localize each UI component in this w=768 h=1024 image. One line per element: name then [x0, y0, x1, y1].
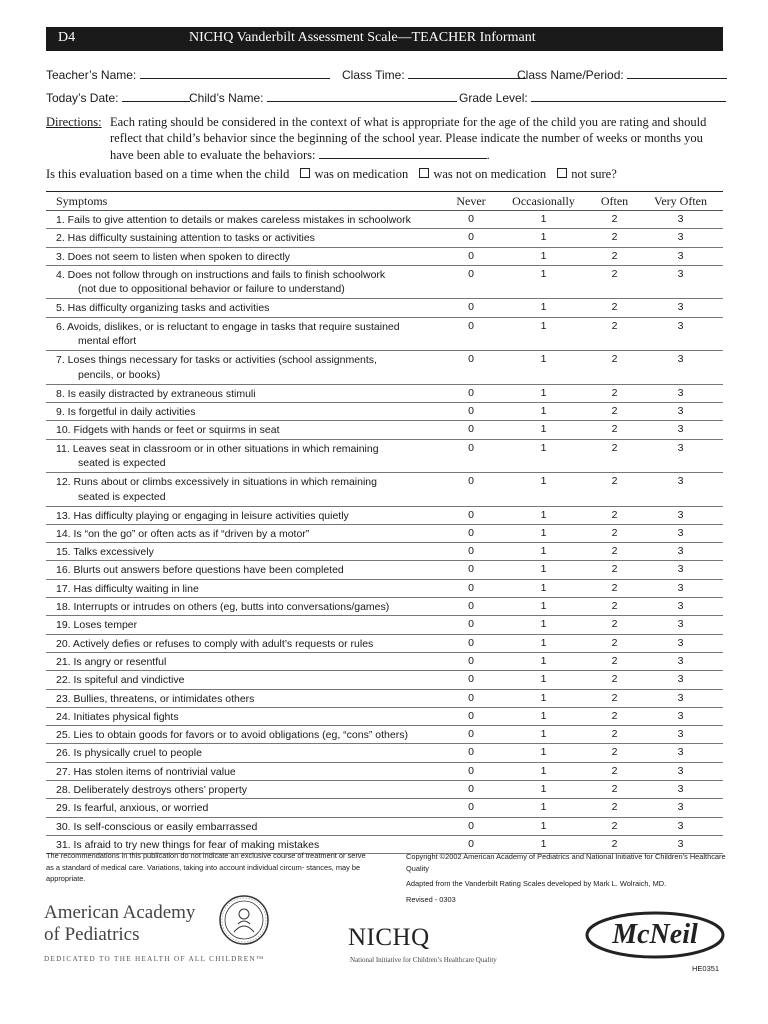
rating-option[interactable]: 3	[638, 744, 723, 762]
rating-option[interactable]: 1	[496, 598, 591, 616]
rating-option[interactable]: 3	[638, 707, 723, 725]
rating-option[interactable]: 0	[446, 561, 496, 579]
rating-option[interactable]: 3	[638, 726, 723, 744]
symptom-text: 30. Is self-conscious or easily embarrassed	[46, 817, 446, 835]
rating-option[interactable]: 0	[446, 421, 496, 439]
rating-option[interactable]: 2	[591, 689, 638, 707]
aap-tagline: DEDICATED TO THE HEALTH OF ALL CHILDREN™	[44, 955, 265, 963]
rating-option[interactable]: 1	[496, 799, 591, 817]
rating-option[interactable]: 0	[446, 781, 496, 799]
rating-option[interactable]: 1	[496, 726, 591, 744]
rating-option[interactable]: 0	[446, 579, 496, 597]
rating-option[interactable]: 1	[496, 299, 591, 317]
rating-option[interactable]: 0	[446, 543, 496, 561]
rating-option[interactable]: 2	[591, 247, 638, 265]
symptom-text: 6. Avoids, dislikes, or is reluctant to engage in tasks that require sustained mental effort	[46, 317, 446, 351]
rating-option[interactable]: 2	[591, 299, 638, 317]
table-row	[46, 726, 723, 744]
symptom-text: 7. Loses things necessary for tasks or activities (school assignments, pencils, or books)	[46, 351, 446, 385]
rating-option[interactable]: 0	[446, 439, 496, 473]
symptom-text: 3. Does not seem to listen when spoken to directly	[46, 247, 446, 265]
rating-option[interactable]: 0	[446, 652, 496, 670]
rating-option[interactable]: 2	[591, 265, 638, 299]
rating-option[interactable]: 3	[638, 229, 723, 247]
rating-option[interactable]: 3	[638, 421, 723, 439]
teachers-name-field[interactable]	[46, 66, 330, 82]
symptom-text: 13. Has difficulty playing or engaging in leisure activities quietly	[46, 506, 446, 524]
rating-option[interactable]: 2	[591, 598, 638, 616]
rating-option[interactable]: 3	[638, 671, 723, 689]
rating-option[interactable]: 3	[638, 762, 723, 780]
nichq-tagline: National Initiative for Children’s Healthcare Quality	[350, 956, 497, 964]
on-medication-checkbox[interactable]	[300, 168, 310, 178]
symptom-text: 24. Initiates physical fights	[46, 707, 446, 725]
symptom-text: 26. Is physically cruel to people	[46, 744, 446, 762]
table-row	[46, 762, 723, 780]
rating-option[interactable]: 3	[638, 634, 723, 652]
mcneil-logo	[585, 910, 725, 960]
rating-option[interactable]: 3	[638, 817, 723, 835]
rating-option[interactable]: 3	[638, 561, 723, 579]
rating-option[interactable]: 1	[496, 689, 591, 707]
rating-option[interactable]: 1	[496, 439, 591, 473]
rating-option[interactable]: 1	[496, 835, 591, 853]
table-row	[46, 799, 723, 817]
symptom-text: 15. Talks excessively	[46, 543, 446, 561]
footer-adapted: Adapted from the Vanderbilt Rating Scales developed by Mark L. Wolraich, MD.	[406, 879, 667, 888]
rating-option[interactable]: 3	[638, 402, 723, 420]
rating-option[interactable]: 0	[446, 762, 496, 780]
rating-option[interactable]: 2	[591, 762, 638, 780]
table-row	[46, 817, 723, 835]
rating-option[interactable]: 1	[496, 744, 591, 762]
rating-option[interactable]: 2	[591, 402, 638, 420]
symptom-text: 20. Actively defies or refuses to comply with adult’s requests or rules	[46, 634, 446, 652]
table-row	[46, 689, 723, 707]
rating-option[interactable]: 1	[496, 579, 591, 597]
symptom-text: 31. Is afraid to try new things for fear of making mistakes	[46, 835, 446, 853]
grade-level-field[interactable]	[459, 89, 726, 105]
grade-level-label: Grade Level:	[459, 91, 528, 105]
footer-revised: Revised - 0303	[406, 894, 456, 904]
rating-option[interactable]: 2	[591, 506, 638, 524]
rating-option[interactable]: 0	[446, 384, 496, 402]
rating-option[interactable]: 1	[496, 781, 591, 799]
symptom-text: 11. Leaves seat in classroom or in other situations in which remaining seated is expected	[46, 439, 446, 473]
rating-option[interactable]: 1	[496, 229, 591, 247]
table-row	[46, 506, 723, 524]
rating-option[interactable]: 3	[638, 351, 723, 385]
header-often: Often	[591, 192, 638, 211]
rating-option[interactable]: 3	[638, 439, 723, 473]
rating-option[interactable]: 3	[638, 265, 723, 299]
not-on-medication-label: was not on medication	[433, 167, 547, 181]
rating-option[interactable]: 1	[496, 506, 591, 524]
rating-option[interactable]: 0	[446, 689, 496, 707]
footer-copyright-block	[406, 851, 736, 909]
symptom-text: 21. Is angry or resentful	[46, 652, 446, 670]
rating-option[interactable]: 3	[638, 543, 723, 561]
symptom-text: 19. Loses temper	[46, 616, 446, 634]
rating-option[interactable]: 3	[638, 579, 723, 597]
rating-option[interactable]: 0	[446, 634, 496, 652]
table-row	[46, 781, 723, 799]
rating-option[interactable]: 3	[638, 211, 723, 229]
aap-seal-icon	[218, 894, 270, 946]
rating-option[interactable]: 1	[496, 211, 591, 229]
rating-option[interactable]: 2	[591, 317, 638, 351]
rating-option[interactable]: 2	[591, 781, 638, 799]
rating-option[interactable]: 3	[638, 473, 723, 507]
table-row	[46, 652, 723, 670]
rating-option[interactable]: 3	[638, 247, 723, 265]
symptom-text: 2. Has difficulty sustaining attention to tasks or activities	[46, 229, 446, 247]
table-row	[46, 265, 723, 299]
symptoms-table	[46, 191, 723, 854]
rating-option[interactable]: 1	[496, 561, 591, 579]
rating-option[interactable]: 1	[496, 247, 591, 265]
rating-option[interactable]: 2	[591, 543, 638, 561]
rating-option[interactable]: 2	[591, 473, 638, 507]
table-row	[46, 247, 723, 265]
rating-option[interactable]: 1	[496, 616, 591, 634]
table-row	[46, 598, 723, 616]
rating-option[interactable]: 1	[496, 384, 591, 402]
symptom-text: 27. Has stolen items of nontrivial value	[46, 762, 446, 780]
rating-option[interactable]: 3	[638, 781, 723, 799]
rating-option[interactable]: 1	[496, 524, 591, 542]
rating-option[interactable]: 2	[591, 229, 638, 247]
symptom-text: 28. Deliberately destroys others’ property	[46, 781, 446, 799]
table-row	[46, 351, 723, 385]
rating-option[interactable]: 0	[446, 707, 496, 725]
nichq-logo-text: NICHQ	[348, 924, 430, 951]
not-sure-checkbox[interactable]	[557, 168, 567, 178]
rating-option[interactable]: 0	[446, 817, 496, 835]
todays-date-field[interactable]	[46, 89, 190, 105]
rating-option[interactable]: 1	[496, 762, 591, 780]
teachers-name-label: Teacher’s Name:	[46, 68, 137, 82]
symptom-text: 14. Is “on the go” or often acts as if “driven by a motor”	[46, 524, 446, 542]
header-never: Never	[446, 192, 496, 211]
rating-option[interactable]: 1	[496, 652, 591, 670]
rating-option[interactable]: 0	[446, 616, 496, 634]
symptom-text: 1. Fails to give attention to details or makes careless mistakes in schoolwork	[46, 211, 446, 229]
directions-text: Each rating should be considered in the context of what is appropriate for the age of the child you are rating and should reflect that child’s behavior since the beginning of the school year. Please indicate the number of weeks or months you have been able to evaluate the behaviors: .	[110, 115, 707, 162]
rating-option[interactable]: 3	[638, 799, 723, 817]
rating-option[interactable]: 2	[591, 652, 638, 670]
class-time-field[interactable]	[342, 66, 526, 82]
todays-date-label: Today’s Date:	[46, 91, 119, 105]
rating-option[interactable]: 2	[591, 351, 638, 385]
symptom-text: 29. Is fearful, anxious, or worried	[46, 799, 446, 817]
rating-option[interactable]: 1	[496, 543, 591, 561]
rating-option[interactable]: 1	[496, 473, 591, 507]
table-row	[46, 299, 723, 317]
symptom-text: 10. Fidgets with hands or feet or squirms in seat	[46, 421, 446, 439]
rating-option[interactable]: 0	[446, 524, 496, 542]
rating-option[interactable]: 2	[591, 211, 638, 229]
table-row	[46, 616, 723, 634]
rating-option[interactable]: 0	[446, 265, 496, 299]
symptom-text: 25. Lies to obtain goods for favors or to avoid obligations (eg, “cons” others)	[46, 726, 446, 744]
table-row	[46, 671, 723, 689]
rating-option[interactable]: 2	[591, 524, 638, 542]
class-time-label: Class Time:	[342, 68, 405, 82]
weeks-months-input[interactable]	[319, 146, 487, 159]
rating-option[interactable]: 1	[496, 265, 591, 299]
class-name-period-label: Class Name/Period:	[517, 68, 624, 82]
header-bar	[46, 27, 723, 51]
rating-option[interactable]: 2	[591, 817, 638, 835]
not-sure-label: not sure?	[571, 167, 617, 181]
rating-option[interactable]: 0	[446, 299, 496, 317]
rating-option[interactable]: 2	[591, 744, 638, 762]
symptom-text: 17. Has difficulty waiting in line	[46, 579, 446, 597]
not-on-medication-checkbox[interactable]	[419, 168, 429, 178]
rating-option[interactable]: 1	[496, 817, 591, 835]
rating-option[interactable]: 0	[446, 835, 496, 853]
rating-option[interactable]: 0	[446, 744, 496, 762]
rating-option[interactable]: 0	[446, 317, 496, 351]
rating-option[interactable]: 2	[591, 579, 638, 597]
symptom-text: 18. Interrupts or intrudes on others (eg, butts into conversations/games)	[46, 598, 446, 616]
footer-disclaimer: The recommendations in this publication do not indicate an exclusive course of treatment or serve as a standard of medical care. Variations, taking into account individual circum- stances, may be appropriate.	[46, 851, 366, 883]
form-code: D4	[58, 30, 76, 45]
table-row	[46, 524, 723, 542]
table-row	[46, 439, 723, 473]
aap-logo-text: American Academy of Pediatrics	[44, 902, 196, 945]
rating-option[interactable]: 2	[591, 707, 638, 725]
rating-option[interactable]: 3	[638, 689, 723, 707]
rating-option[interactable]: 0	[446, 671, 496, 689]
rating-option[interactable]: 2	[591, 439, 638, 473]
rating-option[interactable]: 0	[446, 402, 496, 420]
rating-option[interactable]: 2	[591, 616, 638, 634]
rating-option[interactable]: 2	[591, 726, 638, 744]
rating-option[interactable]: 1	[496, 317, 591, 351]
symptom-text: 4. Does not follow through on instructions and fails to finish schoolwork (not due to oppositional behavior or failure to understand)	[46, 265, 446, 299]
rating-option[interactable]: 1	[496, 634, 591, 652]
table-row	[46, 561, 723, 579]
table-row	[46, 634, 723, 652]
rating-option[interactable]: 1	[496, 707, 591, 725]
rating-option[interactable]: 3	[638, 652, 723, 670]
symptom-text: 9. Is forgetful in daily activities	[46, 402, 446, 420]
rating-option[interactable]: 3	[638, 524, 723, 542]
symptom-text: 5. Has difficulty organizing tasks and activities	[46, 299, 446, 317]
symptom-text: 16. Blurts out answers before questions have been completed	[46, 561, 446, 579]
form-code-number: HE0351	[692, 964, 720, 973]
symptom-text: 12. Runs about or climbs excessively in situations in which remaining seated is expected	[46, 473, 446, 507]
rating-option[interactable]: 2	[591, 835, 638, 853]
rating-option[interactable]: 1	[496, 421, 591, 439]
rating-option[interactable]: 3	[638, 384, 723, 402]
childs-name-field[interactable]	[189, 89, 457, 105]
header-occasionally: Occasionally	[496, 192, 591, 211]
class-name-period-field[interactable]	[517, 66, 727, 82]
rating-option[interactable]: 0	[446, 799, 496, 817]
evaluation-question	[46, 167, 617, 182]
rating-option[interactable]: 3	[638, 598, 723, 616]
symptom-text: 8. Is easily distracted by extraneous stimuli	[46, 384, 446, 402]
rating-option[interactable]: 3	[638, 506, 723, 524]
rating-option[interactable]: 0	[446, 351, 496, 385]
rating-option[interactable]: 0	[446, 473, 496, 507]
table-row	[46, 579, 723, 597]
table-row	[46, 543, 723, 561]
symptom-text: 22. Is spiteful and vindictive	[46, 671, 446, 689]
directions-label: Directions:	[46, 115, 102, 129]
rating-option[interactable]: 3	[638, 616, 723, 634]
rating-option[interactable]: 0	[446, 506, 496, 524]
rating-option[interactable]: 0	[446, 229, 496, 247]
childs-name-label: Child’s Name:	[189, 91, 264, 105]
rating-option[interactable]: 1	[496, 671, 591, 689]
svg-text:McNeil: McNeil	[612, 919, 698, 950]
rating-option[interactable]: 0	[446, 726, 496, 744]
rating-option[interactable]: 0	[446, 247, 496, 265]
table-header-row	[46, 192, 723, 211]
rating-option[interactable]: 2	[591, 421, 638, 439]
table-row	[46, 211, 723, 229]
rating-option[interactable]: 2	[591, 384, 638, 402]
rating-option[interactable]: 3	[638, 317, 723, 351]
rating-option[interactable]: 2	[591, 634, 638, 652]
on-medication-label: was on medication	[314, 167, 409, 181]
header-very-often: Very Often	[638, 192, 723, 211]
rating-option[interactable]: 1	[496, 402, 591, 420]
table-row	[46, 317, 723, 351]
header-symptoms: Symptoms	[46, 192, 446, 211]
footer-copyright: Copyright ©2002 American Academy of Pediatrics and National Initiative for Children’s Healthcare Quality	[406, 852, 726, 873]
table-row	[46, 402, 723, 420]
table-row	[46, 421, 723, 439]
table-row	[46, 744, 723, 762]
rating-option[interactable]: 0	[446, 598, 496, 616]
table-row	[46, 473, 723, 507]
table-row	[46, 229, 723, 247]
table-row	[46, 707, 723, 725]
rating-option[interactable]: 3	[638, 299, 723, 317]
rating-option[interactable]: 1	[496, 351, 591, 385]
rating-option[interactable]: 2	[591, 799, 638, 817]
evaluation-question-text: Is this evaluation based on a time when the child	[46, 167, 290, 181]
rating-option[interactable]: 3	[638, 835, 723, 853]
form-title: NICHQ Vanderbilt Assessment Scale—TEACHER Informant	[189, 30, 536, 45]
rating-option[interactable]: 0	[446, 211, 496, 229]
rating-option[interactable]: 2	[591, 671, 638, 689]
table-row	[46, 384, 723, 402]
symptom-text: 23. Bullies, threatens, or intimidates others	[46, 689, 446, 707]
rating-option[interactable]: 2	[591, 561, 638, 579]
